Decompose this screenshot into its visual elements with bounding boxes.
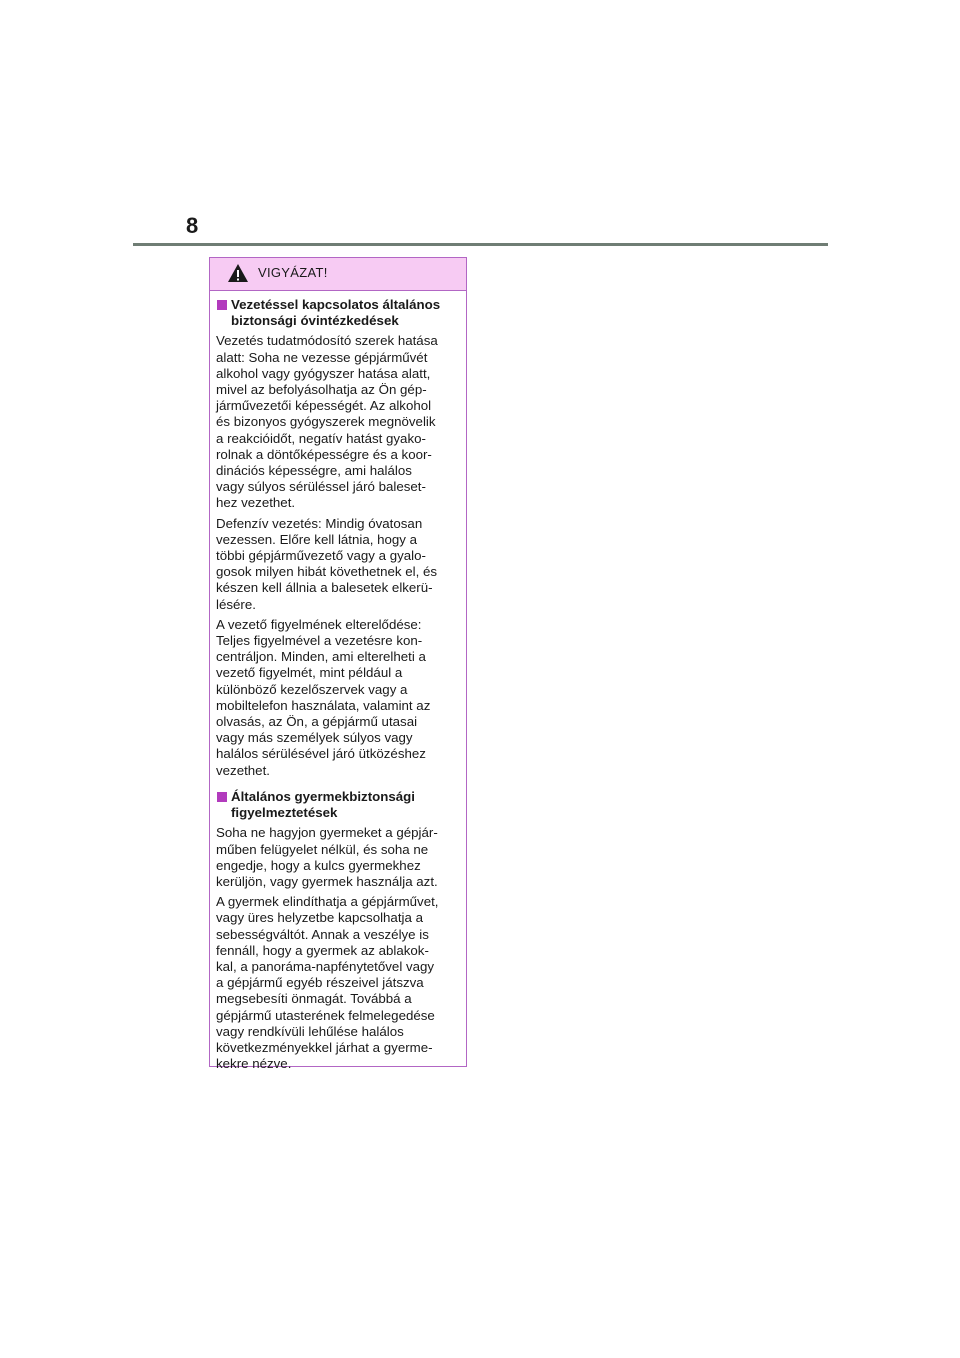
paragraph-child-hazards	[216, 894, 458, 1072]
text-line: vagy rendkívüli lehűlése halálos	[216, 1023, 404, 1039]
text-line: vezessen. Előre kell látnia, hogy a	[216, 531, 418, 547]
warning-triangle-icon	[227, 263, 249, 283]
text-line: hez vezethet.	[216, 495, 296, 511]
text-line: következményekkel járhat a gyerme-	[216, 1039, 433, 1055]
paragraph-unattended-child	[216, 825, 458, 890]
paragraph-intoxicants	[216, 333, 458, 511]
text-line: sebességváltót. Annak a veszélye is	[216, 926, 429, 942]
heading-line: Általános gyermekbiztonsági	[231, 788, 415, 804]
warning-body	[210, 291, 466, 1072]
text-line: vagy üres helyzetbe kapcsolhatja a	[216, 910, 423, 926]
section-heading-driving-safety	[216, 297, 458, 329]
text-line: és bizonyos gyógyszerek megnövelik	[216, 414, 436, 430]
text-line: vagy súlyos sérüléssel járó baleset-	[216, 479, 426, 495]
text-line: dinációs képességre, ami halálos	[216, 463, 412, 479]
text-line: A gyermek elindíthatja a gépjárművet,	[216, 894, 439, 910]
text-line: a gépjármű egyéb részeivel játszva	[216, 975, 424, 991]
heading-line: figyelmeztetések	[231, 805, 338, 821]
text-line: készen kell állnia a balesetek elkerü-	[216, 580, 433, 596]
text-line: különböző kezelőszervek vagy a	[216, 681, 408, 697]
text-line: Vezetés tudatmódosító szerek hatása	[216, 333, 438, 349]
text-line: lésére.	[216, 596, 256, 612]
text-line: rolnak a döntőképességre és a koor-	[216, 446, 432, 462]
heading-line: biztonsági óvintézkedések	[231, 313, 399, 329]
text-line: kekre nézve.	[216, 1056, 292, 1072]
square-bullet-icon	[217, 792, 227, 802]
text-line: többi gépjárművezető vagy a gyalo-	[216, 548, 426, 564]
text-line: vezethet.	[216, 762, 270, 778]
page-number: 8	[186, 213, 199, 238]
text-line: alkohol vagy gyógyszer hatása alatt,	[216, 365, 431, 381]
text-line: halálos sérülésével járó ütközéshez	[216, 746, 426, 762]
text-line: műben felügyelet nélkül, és soha ne	[216, 841, 429, 857]
text-line: kerüljön, vagy gyermek használja azt.	[216, 873, 438, 889]
text-line: mivel az befolyásolhatja az Ön gép-	[216, 382, 427, 398]
text-line: mobiltelefon használata, valamint az	[216, 697, 431, 713]
text-line: gépjármű utasterének felmelegedése	[216, 1007, 435, 1023]
text-line: fennáll, hogy a gyermek az ablakok-	[216, 942, 429, 958]
text-line: megsebesíti önmagát. Továbbá a	[216, 991, 412, 1007]
text-line: Soha ne hagyjon gyermeket a gépjár-	[216, 825, 438, 841]
text-line: vagy más személyek súlyos vagy	[216, 730, 413, 746]
text-line: Defenzív vezetés: Mindig óvatosan	[216, 515, 423, 531]
warning-box	[209, 257, 467, 1072]
warning-header	[210, 258, 466, 291]
text-line: a reakcióidőt, negatív hatást gyako-	[216, 430, 426, 446]
section-heading-child-safety	[216, 789, 458, 821]
text-line: Teljes figyelmével a vezetésre kon-	[216, 633, 423, 649]
text-line: gosok milyen hibát követhetnek el, és	[216, 564, 438, 580]
square-bullet-icon	[217, 300, 227, 310]
text-line: alatt: Soha ne vezesse gépjárművét	[216, 349, 428, 365]
heading-line: Vezetéssel kapcsolatos általános	[231, 297, 441, 312]
text-line: olvasás, az Ön, a gépjármű utasai	[216, 714, 418, 730]
text-line: A vezető figyelmének elterelődése:	[216, 616, 422, 632]
warning-title: VIGYÁZAT!	[258, 265, 328, 280]
paragraph-distraction	[216, 617, 458, 779]
text-line: kal, a panoráma-napfénytetővel vagy	[216, 958, 435, 974]
paragraph-defensive-driving	[216, 516, 458, 613]
text-line: centráljon. Minden, ami elterelheti a	[216, 649, 426, 665]
text-line: vezető figyelmét, mint például a	[216, 665, 403, 681]
text-line: engedje, hogy a kulcs gyermekhez	[216, 857, 421, 873]
text-line: járművezetői képességét. Az alkohol	[216, 398, 432, 414]
header-rule	[133, 243, 828, 246]
